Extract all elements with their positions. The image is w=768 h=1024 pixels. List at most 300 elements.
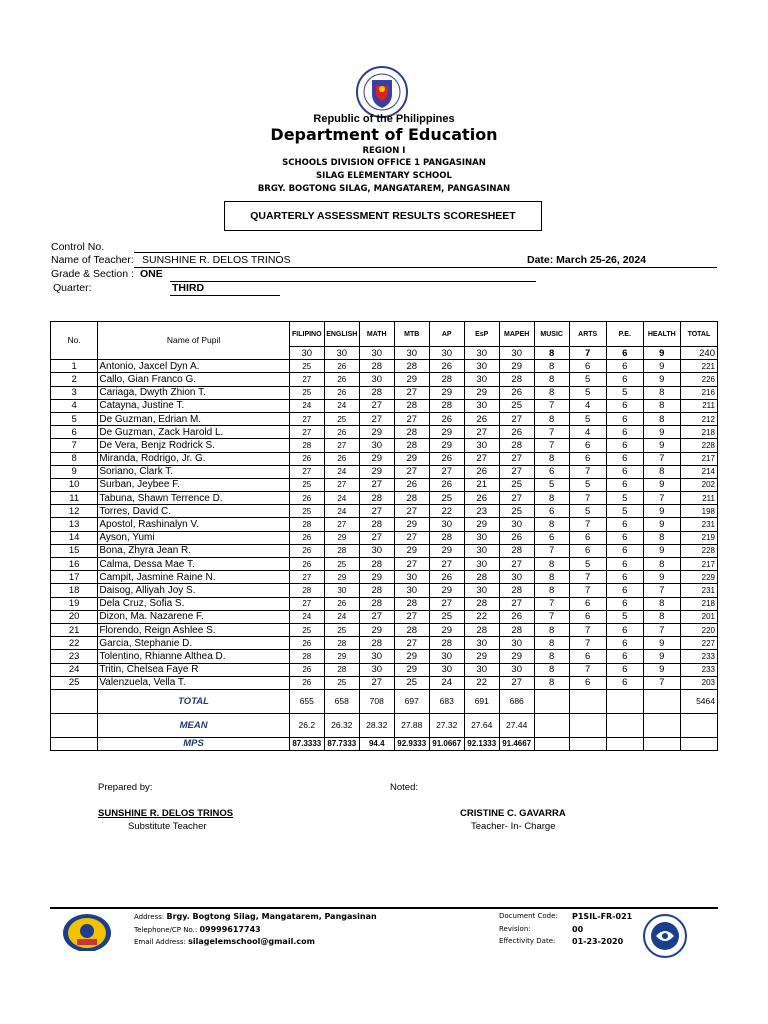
- score-cell: 6: [606, 531, 643, 544]
- score-cell: 27: [394, 465, 429, 478]
- score-cell: 28: [429, 373, 464, 386]
- score-cell: 7: [569, 663, 606, 676]
- score-cell: 27: [359, 610, 394, 623]
- score-cell: 5: [569, 478, 606, 491]
- score-cell: 29: [324, 650, 359, 663]
- table-row: [51, 465, 718, 478]
- score-cell: 27: [394, 412, 429, 425]
- score-cell: 28: [394, 399, 429, 412]
- max-score-cell: 7: [569, 347, 606, 360]
- score-cell: 220: [680, 623, 717, 636]
- score-cell: 7: [643, 623, 680, 636]
- score-cell: 27: [359, 478, 394, 491]
- subject-header: HEALTH: [643, 322, 680, 347]
- score-cell: 6: [569, 544, 606, 557]
- score-cell: 7: [569, 623, 606, 636]
- grade-line: [170, 281, 536, 282]
- table-row: [51, 412, 718, 425]
- score-cell: 27: [464, 426, 499, 439]
- score-cell: 231: [680, 518, 717, 531]
- mean-row: [51, 713, 718, 737]
- score-cell: 26: [394, 478, 429, 491]
- score-cell: 30: [464, 439, 499, 452]
- score-cell: 28: [464, 597, 499, 610]
- score-cell: 26: [429, 478, 464, 491]
- score-cell: 29: [499, 650, 534, 663]
- quarter-line: [170, 295, 280, 296]
- pupil-name: Surban, Jeybee F.: [98, 478, 289, 491]
- teacher-label: Name of Teacher:: [51, 254, 134, 266]
- score-cell: 8: [643, 597, 680, 610]
- table-row: [51, 610, 718, 623]
- score-cell: 29: [394, 518, 429, 531]
- score-cell: 6: [534, 465, 569, 478]
- total-cell: 5464: [680, 689, 717, 713]
- date-text: Date: March 25-26, 2024: [527, 254, 647, 266]
- score-cell: 8: [643, 610, 680, 623]
- teacher-line: [134, 267, 536, 268]
- score-cell: 6: [606, 399, 643, 412]
- subject-header: MAPEH: [499, 322, 534, 347]
- subject-header: MATH: [359, 322, 394, 347]
- score-cell: 8: [534, 373, 569, 386]
- total-cell: [569, 689, 606, 713]
- score-cell: 27: [429, 558, 464, 571]
- score-cell: 28: [464, 623, 499, 636]
- score-cell: 28: [324, 544, 359, 557]
- mps-cell: [643, 737, 680, 750]
- pupil-no: 13: [51, 518, 98, 531]
- score-cell: 7: [569, 492, 606, 505]
- table-row: [51, 518, 718, 531]
- score-cell: 4: [569, 399, 606, 412]
- score-cell: 229: [680, 571, 717, 584]
- score-cell: 25: [324, 623, 359, 636]
- pupil-name: Garcia, Stephanie D.: [98, 637, 289, 650]
- score-cell: 29: [394, 544, 429, 557]
- pupil-name: Tolentino, Rhianne Althea D.: [98, 650, 289, 663]
- score-cell: 8: [643, 558, 680, 571]
- school-logo-icon: [62, 911, 112, 951]
- subject-header: EsP: [464, 322, 499, 347]
- score-cell: 28: [359, 637, 394, 650]
- score-cell: 27: [499, 558, 534, 571]
- score-cell: 29: [499, 360, 534, 373]
- mean-cell: 27.64: [464, 713, 499, 737]
- score-cell: 5: [606, 505, 643, 518]
- score-cell: 7: [534, 426, 569, 439]
- no-header: No.: [51, 322, 98, 360]
- noted-label: Noted:: [390, 782, 418, 793]
- name-header: Name of Pupil: [98, 322, 289, 360]
- score-cell: 28: [499, 584, 534, 597]
- pupil-no: 16: [51, 558, 98, 571]
- sheet-title: QUARTERLY ASSESSMENT RESULTS SCORESHEET: [224, 201, 542, 231]
- score-cell: 30: [464, 584, 499, 597]
- score-cell: 6: [606, 544, 643, 557]
- score-cell: 30: [464, 544, 499, 557]
- score-cell: 22: [429, 505, 464, 518]
- score-cell: 28: [289, 650, 324, 663]
- pupil-name: Calma, Dessa Mae T.: [98, 558, 289, 571]
- pupil-no: 2: [51, 373, 98, 386]
- score-cell: 29: [429, 426, 464, 439]
- score-cell: 6: [569, 531, 606, 544]
- mean-label: MEAN: [98, 713, 289, 737]
- pupil-no: 8: [51, 452, 98, 465]
- pupil-name: Antonio, Jaxcel Dyn A.: [98, 360, 289, 373]
- score-cell: 6: [569, 360, 606, 373]
- table-row: [51, 544, 718, 557]
- score-cell: 8: [534, 623, 569, 636]
- score-cell: 25: [289, 505, 324, 518]
- mean-cell: [569, 713, 606, 737]
- score-cell: 8: [534, 676, 569, 689]
- score-cell: 8: [534, 558, 569, 571]
- pupil-name: Callo, Gian Franco G.: [98, 373, 289, 386]
- mean-cell: 27.32: [429, 713, 464, 737]
- mps-cell: 91.4667: [499, 737, 534, 750]
- score-cell: 27: [289, 426, 324, 439]
- score-cell: 28: [499, 373, 534, 386]
- score-cell: 6: [606, 518, 643, 531]
- score-cell: 28: [359, 360, 394, 373]
- score-cell: 27: [289, 412, 324, 425]
- score-cell: 7: [534, 610, 569, 623]
- score-cell: 221: [680, 360, 717, 373]
- score-cell: 29: [464, 518, 499, 531]
- pupil-name: Torres, David C.: [98, 505, 289, 518]
- score-cell: 7: [534, 597, 569, 610]
- score-cell: 26: [289, 492, 324, 505]
- table-row: [51, 571, 718, 584]
- max-score-cell: 30: [324, 347, 359, 360]
- score-cell: 26: [499, 386, 534, 399]
- table-row: [51, 531, 718, 544]
- score-cell: 29: [359, 623, 394, 636]
- score-cell: 30: [464, 637, 499, 650]
- control-no-line: [134, 252, 280, 253]
- score-cell: 217: [680, 558, 717, 571]
- pupil-no: 21: [51, 623, 98, 636]
- effectivity-label: Effectivity Date:: [499, 937, 556, 945]
- score-cell: 228: [680, 544, 717, 557]
- score-cell: 26: [429, 452, 464, 465]
- table-row: [51, 637, 718, 650]
- score-cell: 26: [324, 386, 359, 399]
- pupil-no: 1: [51, 360, 98, 373]
- quarter-label: Quarter:: [53, 282, 92, 294]
- score-cell: 29: [429, 439, 464, 452]
- score-cell: 28: [289, 518, 324, 531]
- footer-divider: [50, 907, 718, 909]
- total-cell: 655: [289, 689, 324, 713]
- score-cell: 198: [680, 505, 717, 518]
- table-row: [51, 584, 718, 597]
- score-cell: 6: [569, 676, 606, 689]
- score-cell: 218: [680, 426, 717, 439]
- score-cell: 9: [643, 478, 680, 491]
- score-cell: 28: [359, 386, 394, 399]
- pupil-name: Florendo, Reign Ashlee S.: [98, 623, 289, 636]
- score-cell: 9: [643, 650, 680, 663]
- score-cell: 7: [534, 544, 569, 557]
- score-cell: 30: [499, 518, 534, 531]
- score-cell: 28: [429, 399, 464, 412]
- score-cell: 23: [464, 505, 499, 518]
- preparer-title: Substitute Teacher: [128, 821, 207, 832]
- score-cell: 8: [534, 360, 569, 373]
- score-cell: 26: [429, 412, 464, 425]
- score-cell: 9: [643, 439, 680, 452]
- score-cell: 21: [464, 478, 499, 491]
- score-cell: 26: [289, 558, 324, 571]
- pupil-name: Apostol, Rashinalyn V.: [98, 518, 289, 531]
- subject-header: FILIPINO: [289, 322, 324, 347]
- mps-label: MPS: [98, 737, 289, 750]
- table-row: [51, 505, 718, 518]
- score-cell: 25: [289, 478, 324, 491]
- pupil-name: De Guzman, Edrian M.: [98, 412, 289, 425]
- score-cell: 26: [464, 465, 499, 478]
- score-cell: 7: [643, 676, 680, 689]
- grade-label: Grade & Section :: [51, 268, 134, 280]
- mps-row: [51, 737, 718, 750]
- score-cell: 6: [606, 439, 643, 452]
- footer-tel-label: Telephone/CP No.:: [134, 926, 198, 934]
- score-cell: 27: [289, 571, 324, 584]
- pupil-no: 7: [51, 439, 98, 452]
- score-cell: 7: [534, 399, 569, 412]
- total-cell: 708: [359, 689, 394, 713]
- score-cell: 201: [680, 610, 717, 623]
- score-cell: 6: [606, 571, 643, 584]
- score-cell: 26: [499, 531, 534, 544]
- score-cell: 30: [464, 360, 499, 373]
- pupil-no: 9: [51, 465, 98, 478]
- score-cell: 5: [534, 478, 569, 491]
- score-cell: 30: [499, 637, 534, 650]
- pupil-no: 6: [51, 426, 98, 439]
- table-row: [51, 597, 718, 610]
- subject-header: AP: [429, 322, 464, 347]
- score-cell: 26: [464, 492, 499, 505]
- score-cell: 24: [324, 505, 359, 518]
- max-score-cell: 30: [464, 347, 499, 360]
- mps-cell: [569, 737, 606, 750]
- score-cell: 29: [394, 373, 429, 386]
- score-cell: 9: [643, 518, 680, 531]
- mean-cell: [643, 713, 680, 737]
- table-row: [51, 373, 718, 386]
- score-cell: 9: [643, 637, 680, 650]
- score-cell: 26: [289, 663, 324, 676]
- score-cell: 28: [429, 637, 464, 650]
- pupil-no: 22: [51, 637, 98, 650]
- score-cell: 27: [499, 452, 534, 465]
- max-score-cell: 30: [429, 347, 464, 360]
- footer-address-label: Address:: [134, 913, 165, 921]
- score-cell: 27: [429, 597, 464, 610]
- score-cell: 28: [394, 492, 429, 505]
- score-cell: 8: [534, 386, 569, 399]
- total-cell: 691: [464, 689, 499, 713]
- score-cell: 28: [359, 584, 394, 597]
- total-cell: 658: [324, 689, 359, 713]
- score-cell: 218: [680, 597, 717, 610]
- score-cell: 28: [429, 531, 464, 544]
- pupil-no: 24: [51, 663, 98, 676]
- score-cell: 6: [606, 452, 643, 465]
- score-cell: 6: [606, 597, 643, 610]
- pupil-name: De Vera, Benjz Rodrick S.: [98, 439, 289, 452]
- total-spacer: [51, 689, 98, 713]
- score-cell: 29: [394, 452, 429, 465]
- score-cell: 7: [643, 584, 680, 597]
- footer-tel-value: 09999617743: [199, 925, 261, 934]
- total-cell: [643, 689, 680, 713]
- score-cell: 28: [394, 360, 429, 373]
- score-cell: 30: [359, 663, 394, 676]
- score-cell: 30: [464, 663, 499, 676]
- mean-cell: [606, 713, 643, 737]
- score-cell: 27: [499, 676, 534, 689]
- score-cell: 8: [534, 637, 569, 650]
- table-row: [51, 360, 718, 373]
- score-cell: 6: [606, 465, 643, 478]
- department-title: Department of Education: [270, 125, 498, 144]
- score-cell: 6: [606, 360, 643, 373]
- doc-code-label: Document Code:: [499, 912, 558, 920]
- subject-header: ARTS: [569, 322, 606, 347]
- score-cell: 25: [324, 558, 359, 571]
- pupil-name: Daisog, Alliyah Joy S.: [98, 584, 289, 597]
- pupil-name: Dela Cruz, Sofia S.: [98, 597, 289, 610]
- score-cell: 28: [394, 439, 429, 452]
- score-cell: 6: [534, 505, 569, 518]
- score-cell: 24: [429, 676, 464, 689]
- table-row: [51, 439, 718, 452]
- mps-cell: 91.0667: [429, 737, 464, 750]
- score-cell: 30: [464, 558, 499, 571]
- score-cell: 29: [394, 663, 429, 676]
- mps-cell: 92.1333: [464, 737, 499, 750]
- pupil-name: Soriano, Clark T.: [98, 465, 289, 478]
- date-line: [527, 267, 717, 268]
- score-cell: 30: [499, 571, 534, 584]
- mps-cell: [606, 737, 643, 750]
- mean-cell: 28.32: [359, 713, 394, 737]
- mps-cell: 87.7333: [324, 737, 359, 750]
- pupil-name: Valenzuela, Vella T.: [98, 676, 289, 689]
- score-cell: 27: [324, 518, 359, 531]
- score-cell: 27: [394, 610, 429, 623]
- score-cell: 8: [534, 584, 569, 597]
- preparer-name: SUNSHINE R. DELOS TRINOS: [98, 808, 234, 819]
- score-cell: 25: [499, 399, 534, 412]
- score-cell: 26: [464, 412, 499, 425]
- score-cell: 8: [534, 492, 569, 505]
- pupil-no: 18: [51, 584, 98, 597]
- score-cell: 6: [569, 452, 606, 465]
- score-cell: 27: [394, 558, 429, 571]
- score-cell: 26: [289, 452, 324, 465]
- score-cell: 202: [680, 478, 717, 491]
- score-cell: 27: [359, 412, 394, 425]
- score-cell: 28: [394, 426, 429, 439]
- score-cell: 6: [534, 531, 569, 544]
- table-row: [51, 676, 718, 689]
- table-row: [51, 386, 718, 399]
- score-cell: 26: [324, 373, 359, 386]
- total-cell: 683: [429, 689, 464, 713]
- table-row: [51, 492, 718, 505]
- division-text: SCHOOLS DIVISION OFFICE 1 PANGASINAN: [282, 158, 486, 168]
- score-cell: 30: [429, 650, 464, 663]
- grade-value: ONE: [140, 268, 163, 280]
- score-cell: 227: [680, 637, 717, 650]
- mps-cell: 92.9333: [394, 737, 429, 750]
- score-cell: 24: [289, 399, 324, 412]
- table-row: [51, 623, 718, 636]
- score-cell: 24: [324, 399, 359, 412]
- score-cell: 26: [289, 637, 324, 650]
- max-score-cell: 6: [606, 347, 643, 360]
- table-row: [51, 399, 718, 412]
- max-score-cell: 30: [394, 347, 429, 360]
- score-cell: 26: [324, 452, 359, 465]
- score-cell: 27: [324, 478, 359, 491]
- subject-header: MTB: [394, 322, 429, 347]
- pupil-name: Tritin, Chelsea Faye R: [98, 663, 289, 676]
- table-row: [51, 426, 718, 439]
- score-cell: 29: [359, 571, 394, 584]
- score-cell: 6: [569, 650, 606, 663]
- score-cell: 5: [606, 610, 643, 623]
- score-cell: 27: [464, 452, 499, 465]
- revision-label: Revision:: [499, 925, 531, 933]
- score-cell: 30: [359, 650, 394, 663]
- pupil-name: Miranda, Rodrigo, Jr. G.: [98, 452, 289, 465]
- score-cell: 27: [359, 531, 394, 544]
- score-cell: 25: [499, 478, 534, 491]
- score-cell: 9: [643, 544, 680, 557]
- total-label: TOTAL: [98, 689, 289, 713]
- score-cell: 6: [606, 558, 643, 571]
- table-row: [51, 558, 718, 571]
- mean-cell: [680, 713, 717, 737]
- table-row: [51, 478, 718, 491]
- score-cell: 30: [464, 399, 499, 412]
- score-cell: 27: [499, 492, 534, 505]
- score-cell: 217: [680, 452, 717, 465]
- mps-cell: 87.3333: [289, 737, 324, 750]
- score-cell: 26: [499, 610, 534, 623]
- score-cell: 8: [534, 650, 569, 663]
- score-cell: 30: [324, 584, 359, 597]
- score-cell: 6: [606, 426, 643, 439]
- score-cell: 26: [429, 360, 464, 373]
- score-cell: 25: [289, 623, 324, 636]
- score-cell: 27: [324, 439, 359, 452]
- score-cell: 6: [606, 676, 643, 689]
- score-cell: 25: [289, 386, 324, 399]
- score-cell: 28: [289, 439, 324, 452]
- score-cell: 7: [569, 637, 606, 650]
- score-cell: 30: [499, 663, 534, 676]
- score-cell: 5: [606, 492, 643, 505]
- score-cell: 26: [289, 544, 324, 557]
